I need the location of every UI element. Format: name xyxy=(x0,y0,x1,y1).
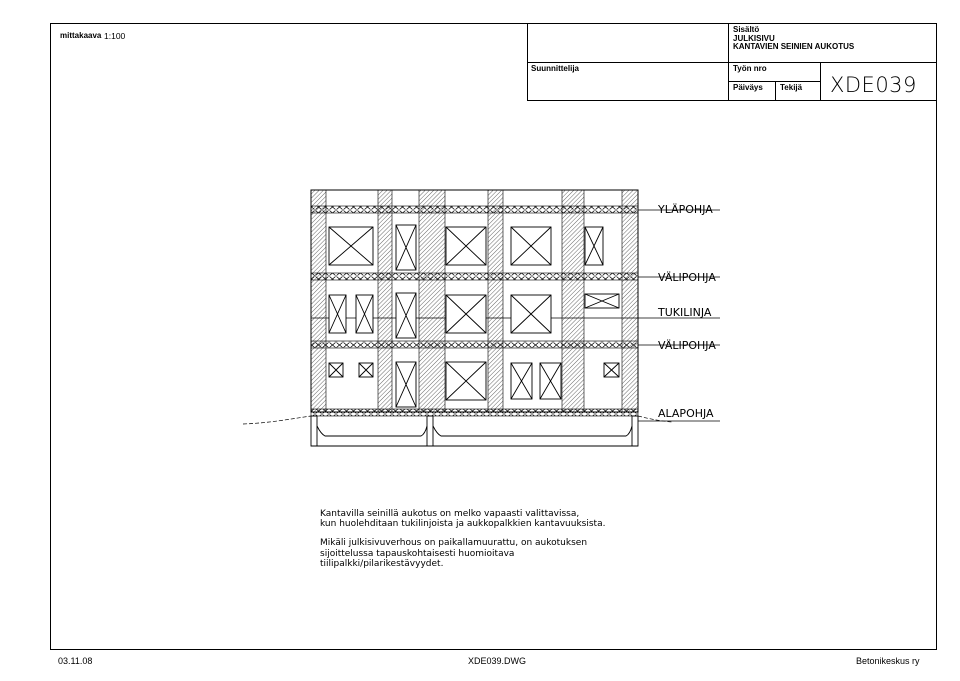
note-line-5: tiilipalkki/pilarikestävyydet. xyxy=(320,559,444,569)
footer-company: Betonikeskus ry xyxy=(856,656,920,666)
content-label: Sisältö xyxy=(733,25,760,34)
footer-filename: XDE039.DWG xyxy=(468,656,527,666)
footer-date: 03.11.08 xyxy=(58,656,93,666)
note-line-4: sijoittelussa tapauskohtaisesti huomioitava xyxy=(320,549,515,559)
work-no-label: Työn nro xyxy=(733,64,767,73)
label-mid-floor-1: VÄLIPOHJA xyxy=(658,271,716,284)
label-support-line: TUKILINJA xyxy=(658,306,712,319)
note-line-1: Kantavilla seinillä aukotus on melko vapaasti valittavissa, xyxy=(320,509,580,519)
drawing-code: XDE039 xyxy=(830,73,917,97)
content-line-2: KANTAVIEN SEINIEN AUKOTUS xyxy=(733,42,855,51)
designer-label: Suunnittelija xyxy=(531,64,579,73)
note-line-2: kun huolehditaan tukilinjoista ja aukkopalkkien kantavuuksista. xyxy=(320,519,606,529)
label-base-floor: ALAPOHJA xyxy=(658,407,714,420)
content-line-1: JULKISIVU xyxy=(733,34,775,43)
note-line-3: Mikäli julkisivuverhous on paikallamuurattu, on aukotuksen xyxy=(320,538,588,548)
label-top-floor: YLÄPOHJA xyxy=(658,203,713,216)
date-label: Päiväys xyxy=(733,83,763,92)
ground-line xyxy=(243,416,672,424)
scale-label: mittakaava xyxy=(60,31,102,40)
scale-value: 1:100 xyxy=(104,31,126,41)
label-mid-floor-2: VÄLIPOHJA xyxy=(658,339,716,352)
foundation xyxy=(311,416,638,446)
author-label: Tekijä xyxy=(780,83,803,92)
